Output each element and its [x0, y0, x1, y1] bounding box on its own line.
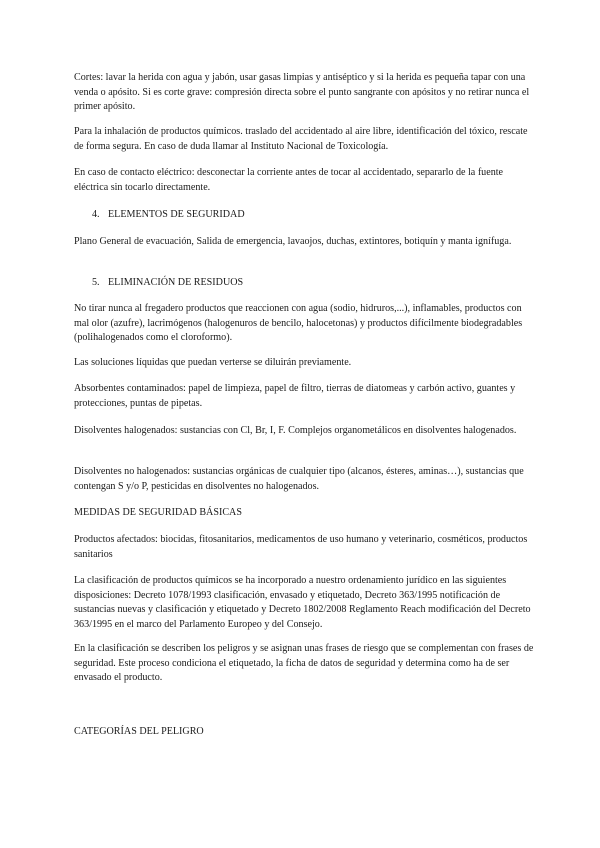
heading-text: ELEMENTOS DE SEGURIDAD: [108, 209, 245, 220]
heading-eliminacion-residuos: [92, 276, 243, 291]
heading-number: 4.: [92, 209, 100, 220]
paragraph-no-tirar: No tirar nunca al fregadero productos que reaccionen con agua (sodio, hidruros,...), inflamables, productos con mal olor (azufre), lacrimógenos (halogenuros de bencilo, halocetonas) y productos difícilmente biodegradables (polihalogenados como el cloroformo).: [74, 303, 523, 344]
paragraph-productos-afectados: Productos afectados: biocidas, fitosanitarios, medicamentos de uso humano y veterinario, cosméticos, productos sanitarios: [74, 534, 528, 560]
paragraph-soluciones: Las soluciones líquidas que puedan verterse se diluirán previamente.: [74, 357, 352, 368]
paragraph-inhalacion: Para la inhalación de productos químicos. traslado del accidentado al aire libre, identificación del tóxico, rescate de forma segura. En caso de duda llamar al Instituto Nacional de Toxicología.: [74, 126, 528, 152]
paragraph-contacto-electrico: En caso de contacto eléctrico: desconectar la corriente antes de tocar al accidentado, separarlo de la fuente eléctrica sin tocarlo directamente.: [74, 167, 504, 193]
paragraph-absorbentes: Absorbentes contaminados: papel de limpieza, papel de filtro, tierras de diatomeas y carbón activo, guantes y protecciones, puntas de pipetas.: [74, 383, 516, 409]
paragraph-cortes: Cortes: lavar la herida con agua y jabón, usar gasas limpias y antiséptico y si la herida es pequeña tapar con una venda o apósito. Si es corte grave: compresión directa sobre el punto sangrante con apósitos y no retirar nunca el primer apósito.: [74, 72, 530, 113]
paragraph-disolventes-no-halogenados: Disolventes no halogenados: sustancias orgánicas de cualquier tipo (alcanos, ésteres, aminas…), sustancias que contengan S y/o P, pesticidas en disolventes no halogenados.: [74, 466, 524, 492]
heading-elementos-seguridad: [92, 208, 245, 223]
paragraph-elementos: Plano General de evacuación, Salida de emergencia, lavaojos, duchas, extintores, botiquín y manta ignífuga.: [74, 236, 512, 247]
heading-number: 5.: [92, 277, 100, 288]
heading-categorias-peligro: CATEGORÍAS DEL PELIGRO: [74, 726, 204, 737]
heading-text: ELIMINACIÓN DE RESIDUOS: [108, 277, 244, 288]
heading-medidas-seguridad: MEDIDAS DE SEGURIDAD BÁSICAS: [74, 507, 242, 518]
paragraph-peligros: En la clasificación se describen los peligros y se asignan unas frases de riesgo que se complementan con frases de seguridad. Este proceso condiciona el etiquetado, la ficha de datos de seguridad y determina como ha de ser envasado el producto.: [74, 643, 534, 684]
paragraph-clasificacion: La clasificación de productos químicos se ha incorporado a nuestro ordenamiento jurídico en las siguientes disposiciones: Decreto 1078/1993 clasificación, envasado y etiquetado, Decreto 363/1995 notificación de sustancias nuevas y clasificación y etiquetado y Decreto 1802/2008 Reglamento Reach modificación del Decreto 363/1995 en el marco del Parlamento Europeo y del Consejo.: [74, 575, 531, 630]
paragraph-disolventes-halogenados: Disolventes halogenados: sustancias con Cl, Br, I, F. Complejos organometálicos en disolventes halogenados.: [74, 425, 517, 436]
